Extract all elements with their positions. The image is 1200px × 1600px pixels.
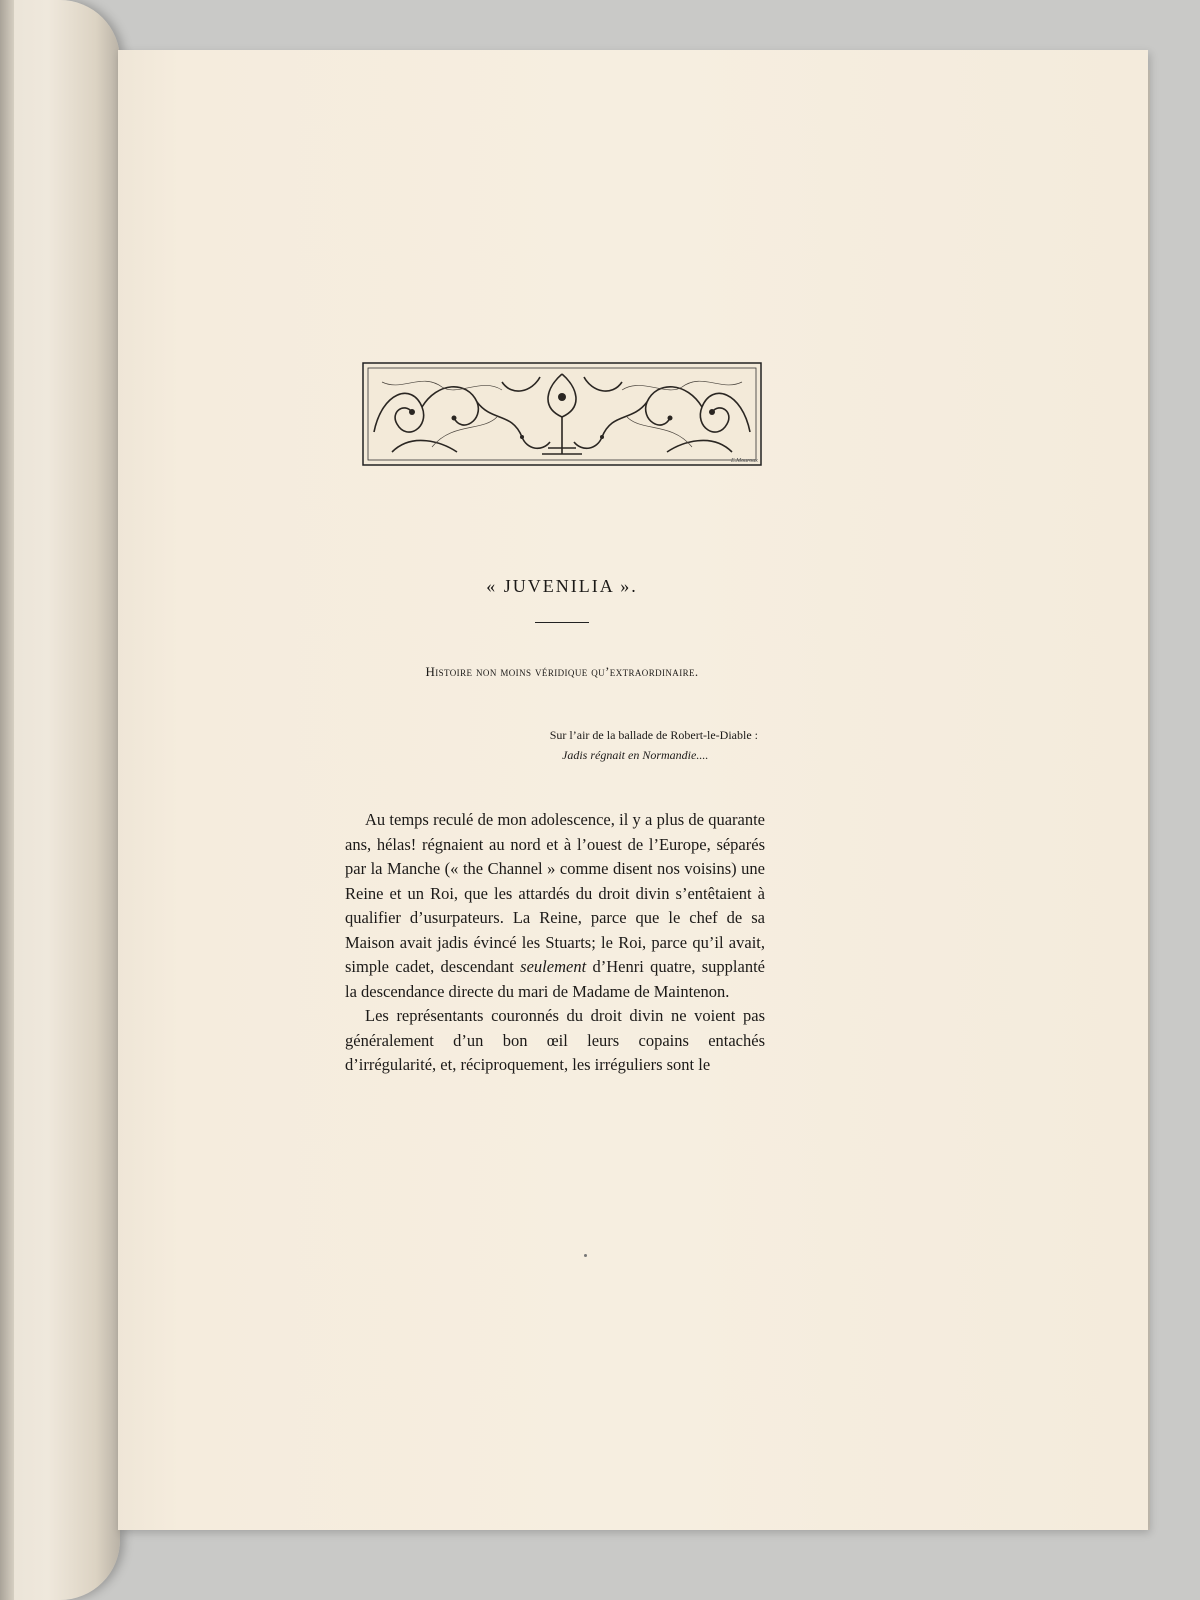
engraver-signature: E.Mouroux [731, 458, 758, 464]
chapter-subtitle: Histoire non moins véridique qu’extraordinaire. [425, 664, 699, 679]
facing-page [0, 0, 120, 1600]
emphasis-word: seulement [520, 957, 587, 976]
paragraph-1-end: d’Henri quatre, supplanté la descendance directe du mari de Madame de Maintenon. [345, 957, 765, 1001]
facing-page-shadow [0, 0, 14, 1600]
ornamental-headpiece [362, 362, 762, 466]
paragraph-1 [345, 808, 765, 1004]
epigraph-line-2: Jadis régnait en Normandie.... [562, 748, 709, 762]
title-rule [535, 622, 589, 623]
book-page [118, 50, 1148, 1530]
chapter-title: « JUVENILIA ». [486, 576, 638, 596]
epigraph [480, 725, 758, 765]
paragraph-2: Les représentants couronnés du droit divin ne voient pas généralement d’un bon œil leurs copains entachés d’irrégularité, et, réciproquement, les irréguliers sont le [345, 1006, 765, 1074]
epigraph-line-1: Sur l’air de la ballade de Robert-le-Diable : [549, 728, 758, 742]
paragraph-1-start: Au temps reculé de mon adolescence, il y a plus de quarante ans, hélas! régnaient au nord et à l’ouest de l’Europe, séparés par la Manche (« the Channel » comme disent nos voisins) une Reine et un Roi, que les attardés du droit divin s’entêtaient à qualifier d’usurpateurs. La Reine, parce que le chef de sa Maison avait jadis évincé les Stuarts; le Roi, parce qu’il avait, simple cadet, descendant [345, 810, 765, 976]
body-text [345, 808, 765, 1078]
page-speck [584, 1254, 587, 1257]
